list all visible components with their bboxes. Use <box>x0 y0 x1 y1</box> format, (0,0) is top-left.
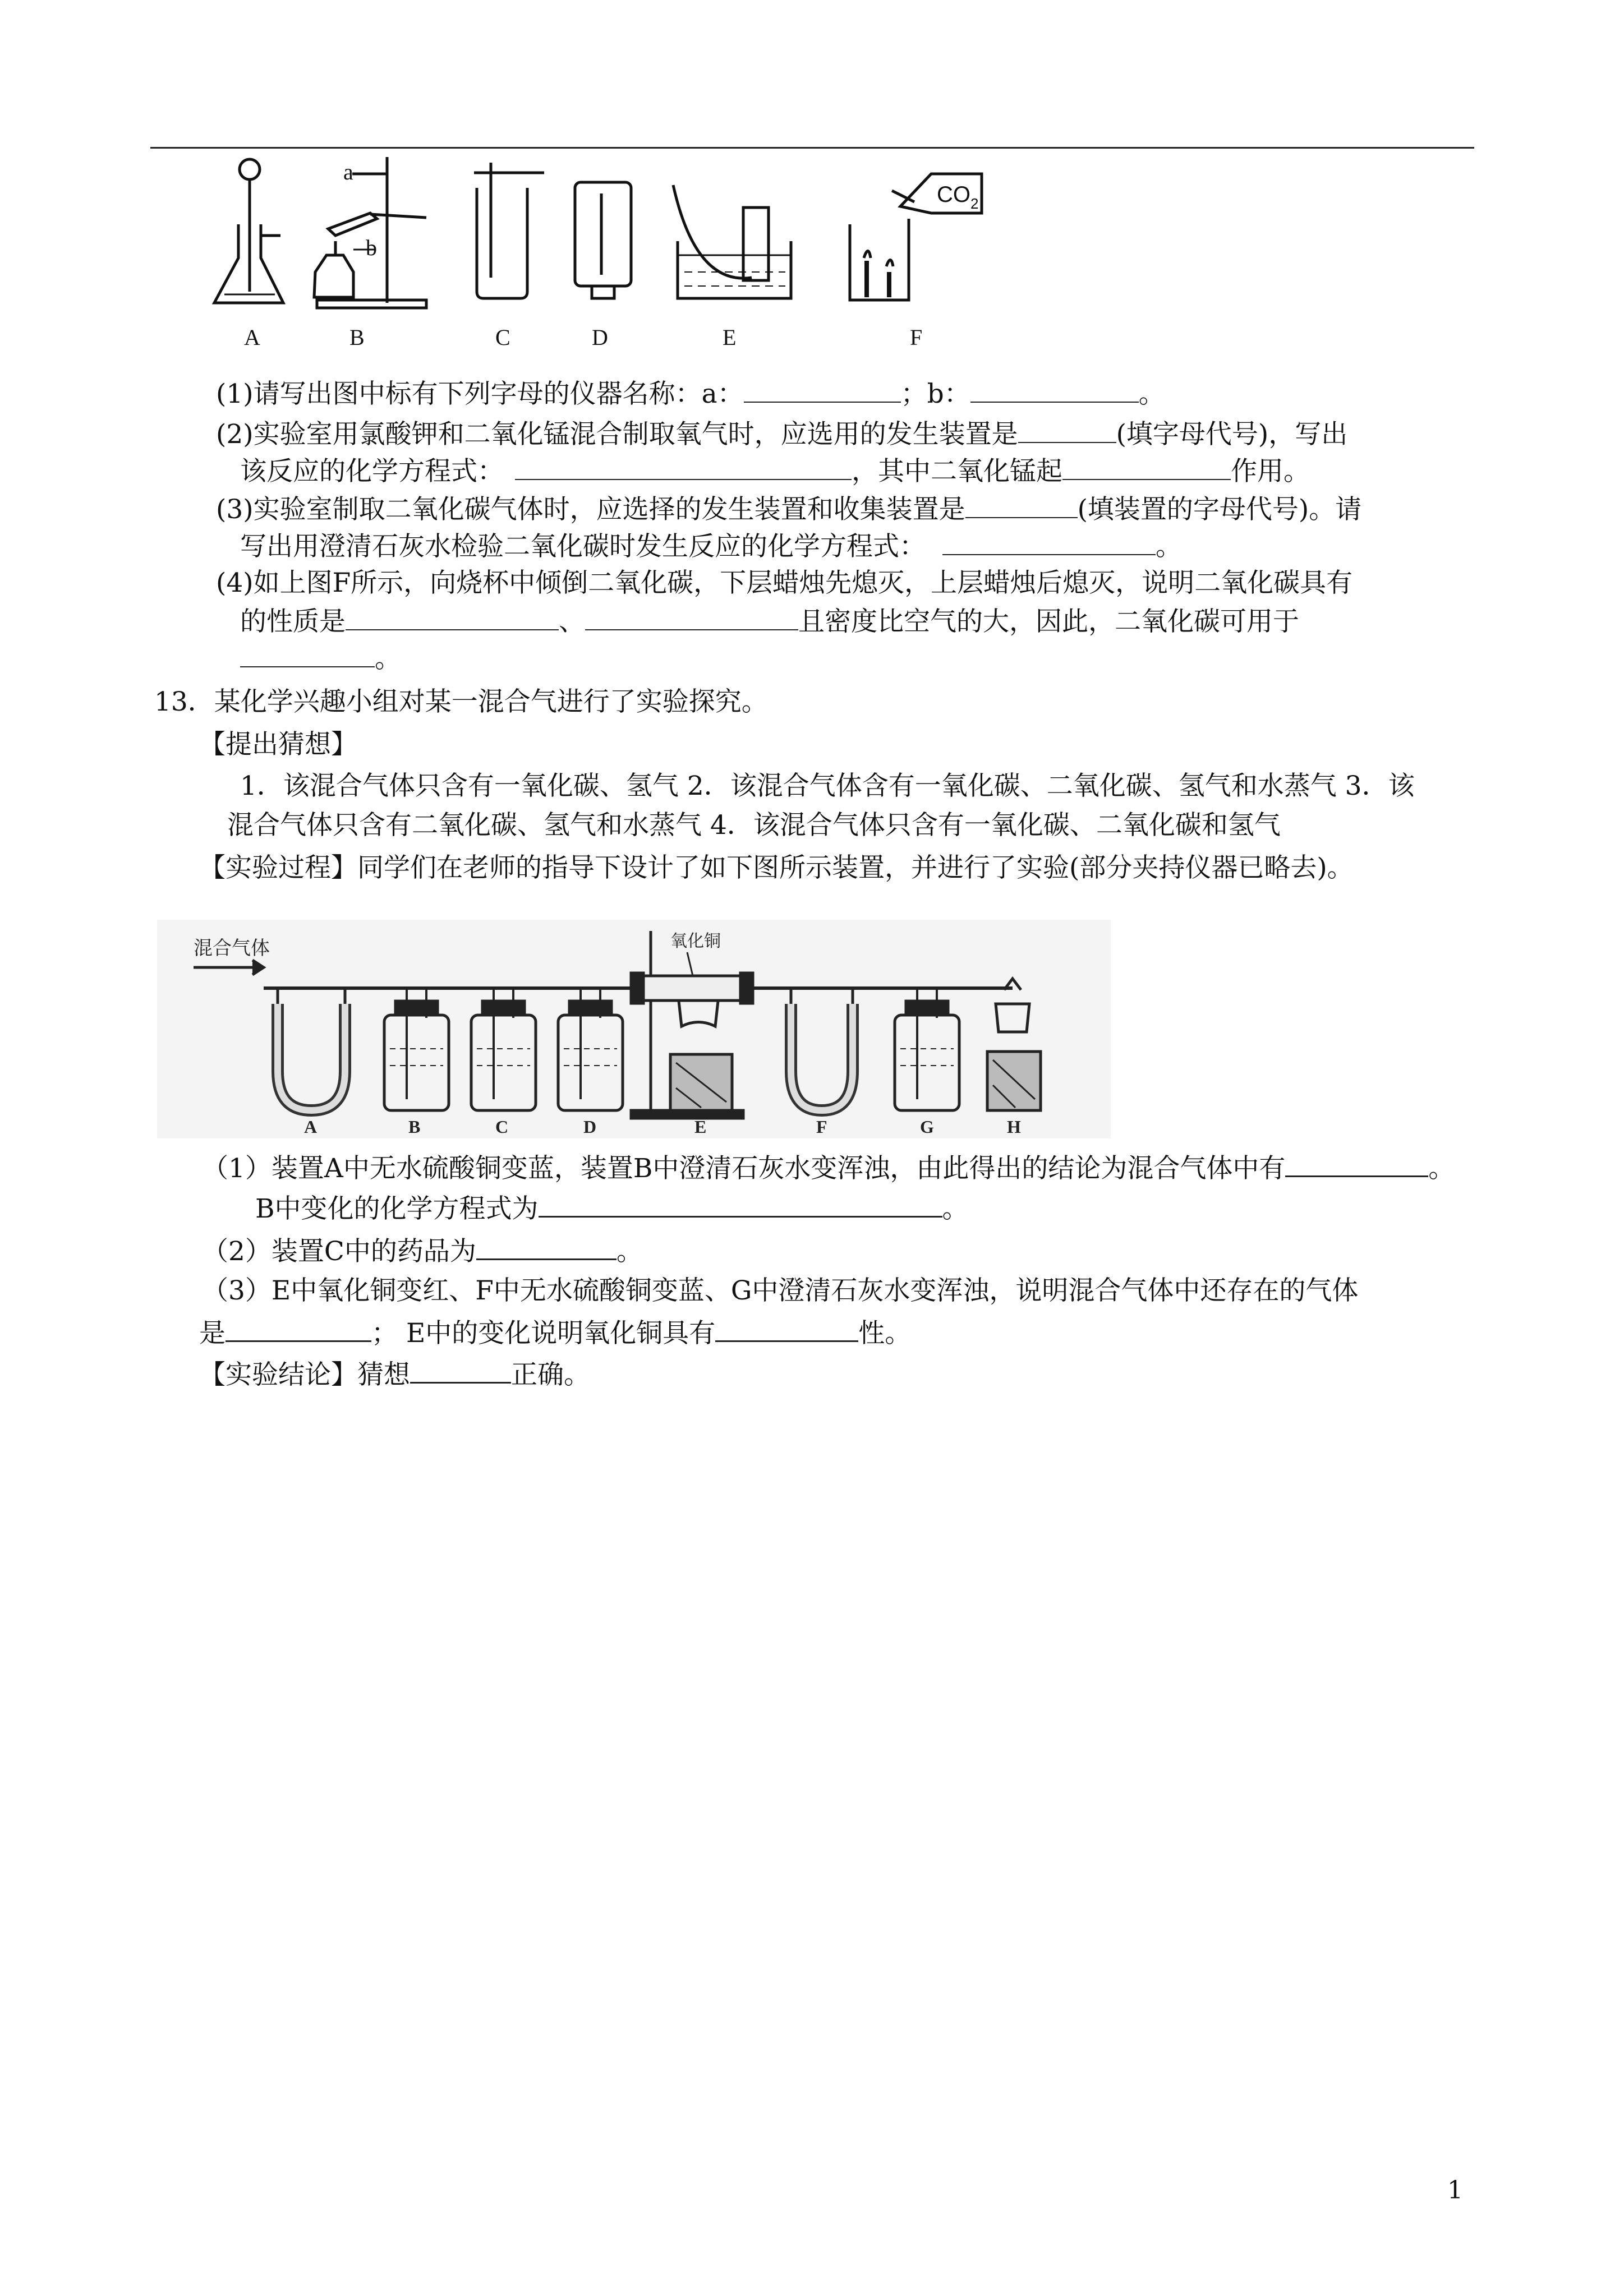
blank-co2-property-1[interactable] <box>346 602 559 630</box>
figure2-label-f: F <box>816 1117 827 1137</box>
q12-part3-line2: 写出用澄清石灰水检验二氧化碳时发生反应的化学方程式： 。 <box>240 527 1182 565</box>
figure1-label-e: E <box>723 325 737 350</box>
mixed-gas-label: 混合气体 <box>194 937 270 960</box>
figure1-label-b: B <box>349 325 365 350</box>
blank-instrument-a[interactable] <box>744 375 901 403</box>
q12-part2-line1: (2)实验室用氯酸钾和二氧化锰混合制取氧气时，应选用的发生装置是 (填字母代号)，写出 <box>216 415 1347 453</box>
blank-other-gas[interactable] <box>226 1313 371 1342</box>
q12-part3-line1: (3)实验室制取二氧化碳气体时，应选择的发生装置和收集装置是 (填装置的字母代号)。请 <box>216 490 1361 528</box>
figure1-label-c: C <box>495 325 510 350</box>
blank-gas-present[interactable] <box>1285 1149 1428 1177</box>
figure2-label-e: E <box>694 1117 707 1137</box>
figure2-label-g: G <box>920 1117 934 1137</box>
figure2-label-h: H <box>1007 1117 1021 1137</box>
blank-limewater-equation[interactable] <box>942 527 1156 555</box>
blank-co2-use[interactable] <box>240 639 375 667</box>
page-number: 1 <box>1447 2176 1463 2205</box>
blank-co2-devices[interactable] <box>965 490 1078 518</box>
apparatus-b-icon <box>314 157 426 308</box>
q13-guess-heading: 【提出猜想】 <box>199 729 357 760</box>
q12-part1: (1)请写出图中标有下列字母的仪器名称：a： ；b： 。 <box>216 375 1165 412</box>
q12-part4-line2: 的性质是 、 且密度比空气的大，因此，二氧化碳可用于 <box>240 602 1299 640</box>
q13-step1-line2: B中变化的化学方程式为 。 <box>255 1189 969 1227</box>
q13-step1-line1: （1）装置A中无水硫酸铜变蓝，装置B中澄清石灰水变浑浊，由此得出的结论为混合气体中有 。 <box>202 1149 1455 1187</box>
marker-b: b <box>366 235 377 260</box>
q12-part4-line1: (4)如上图F所示，向烧杯中倾倒二氧化碳，下层蜡烛先熄灭，上层蜡烛后熄灭，说明二氧化碳具有 <box>216 568 1353 598</box>
q12-part4-line3: 。 <box>240 639 401 677</box>
blank-o2-equation[interactable] <box>515 452 852 480</box>
apparatus-c-icon <box>474 163 544 298</box>
q12-part2-line2: 该反应的化学方程式： ，其中二氧化锰起 作用。 <box>240 452 1310 490</box>
header-rule <box>150 147 1474 149</box>
figure2-label-c: C <box>495 1117 509 1137</box>
figure2-label-b: B <box>408 1117 421 1137</box>
blank-co2-property-2[interactable] <box>585 602 798 630</box>
q13-title: 13．某化学兴趣小组对某一混合气进行了实验探究。 <box>154 686 768 717</box>
figure1-label-d: D <box>592 325 608 350</box>
q13-step3-line2: 是 ； E中的变化说明氧化铜具有 性。 <box>199 1313 911 1352</box>
apparatus-e-icon <box>673 185 791 298</box>
q13-step2: （2）装置C中的药品为 。 <box>202 1232 643 1270</box>
apparatus-d-icon <box>575 182 631 298</box>
co2-label: $CO_2$ <box>937 182 979 212</box>
apparatus-a-icon <box>214 159 283 303</box>
marker-a: a <box>343 159 353 185</box>
blank-c-reagent[interactable] <box>476 1232 617 1260</box>
q13-conclusion: 【实验结论】猜想 正确。 <box>199 1355 590 1393</box>
blank-mno2-role[interactable] <box>1062 452 1231 480</box>
blank-correct-guess[interactable] <box>410 1355 511 1384</box>
blank-cuo-property[interactable] <box>715 1313 858 1342</box>
q13-guess-line2: 混合气体只含有二氧化碳、氢气和水蒸气 4．该混合气体只含有一氧化碳、二氧化碳和氢气 <box>227 810 1281 841</box>
q13-process: 【实验过程】同学们在老师的指导下设计了如下图所示装置，并进行了实验(部分夹持仪器已略去)。 <box>199 852 1354 883</box>
figure1-label-a: A <box>244 325 260 350</box>
figure1-label-f: F <box>910 325 923 350</box>
figure2-label-a: A <box>304 1117 318 1137</box>
q13-step3-line1: （3）E中氧化铜变红、F中无水硫酸铜变蓝、G中澄清石灰水变浑浊，说明混合气体中还存在的气体 <box>202 1275 1359 1306</box>
q13-guess-line1: 1．该混合气体只含有一氧化碳、氢气 2．该混合气体含有一氧化碳、二氧化碳、氢气和水蒸气 3．该 <box>240 771 1415 801</box>
blank-o2-device[interactable] <box>1018 415 1116 443</box>
cuo-label: 氧化铜 <box>670 932 721 951</box>
apparatus-figure-2 <box>157 920 1111 1138</box>
figure2-label-d: D <box>583 1117 597 1137</box>
blank-b-equation[interactable] <box>539 1189 942 1218</box>
blank-instrument-b[interactable] <box>970 375 1139 403</box>
apparatus-figure-1 <box>185 151 1060 353</box>
